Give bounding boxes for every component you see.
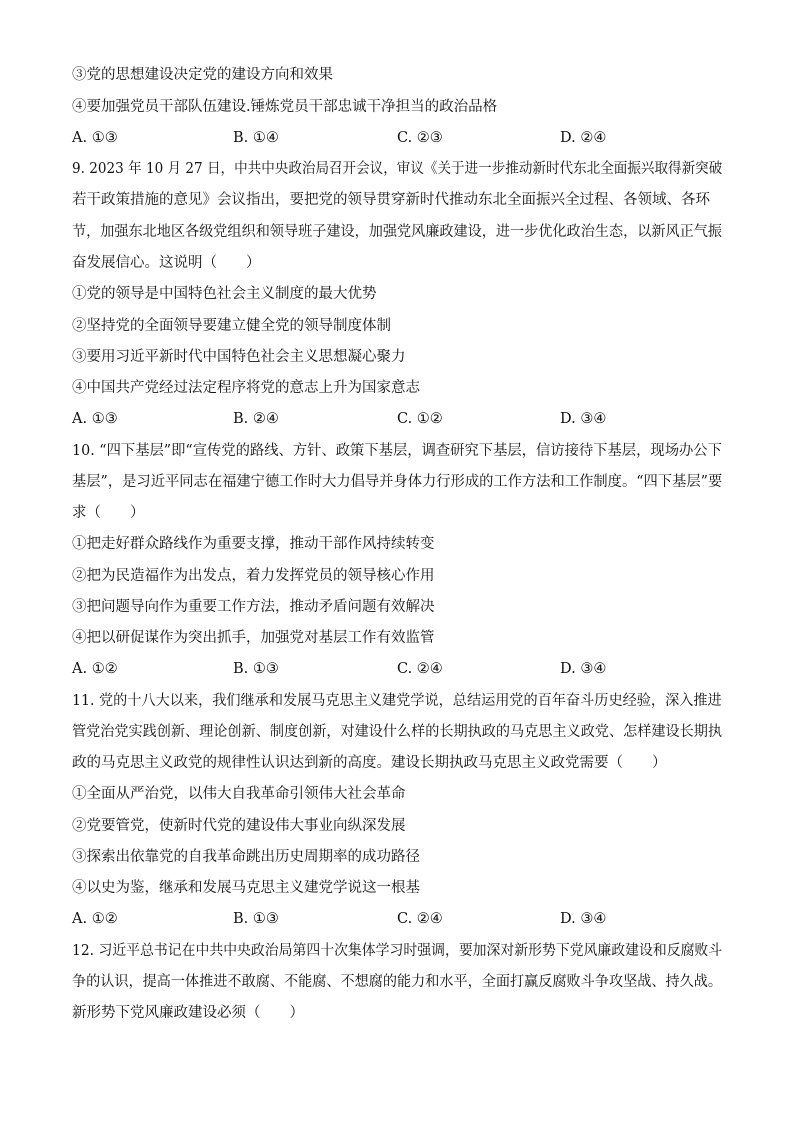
q11-option-4: ④以史为鉴，继承和发展马克思主义建党学说这一根基 [72,880,420,896]
choice-a[interactable]: A. ①③ [72,130,118,146]
q10-stem-line: 求（ ） [72,505,145,521]
q10-stem-line: 基层”，是习近平同志在福建宁德工作时大力倡导并身体力行形成的工作方法和工作制度。“四下基层”要 [72,474,723,490]
choice-d[interactable]: D. ②④ [560,130,607,146]
q10-stem-line: 10. “四下基层”即“宣传党的路线、方针、政策下基层，调查研究下基层，信访接待下基层，现场办公下 [72,443,722,459]
choice-b[interactable]: B. ②④ [233,411,279,427]
q9-answer-choices [72,409,722,429]
choice-c[interactable]: C. ②③ [397,130,443,146]
prev-option-4: ④要加强党员干部队伍建设.锤炼党员干部忠诚干净担当的政治品格 [72,99,498,115]
q11-option-3: ③探索出依靠党的自我革命跳出历史周期率的成功路径 [72,849,420,865]
choice-a[interactable]: A. ①③ [72,411,118,427]
q9-option-1: ①党的领导是中国特色社会主义制度的最大优势 [72,286,377,302]
q11-stem-line: 11. 党的十八大以来，我们继承和发展马克思主义建党学说，总结运用党的百年奋斗历史经验，深入推进 [72,693,722,709]
q11-answer-choices [72,909,722,929]
q9-stem-line: 奋发展信心。这说明（ ） [72,255,261,271]
q12-stem-line: 争的认识，提高一体推进不敢腐、不能腐、不想腐的能力和水平，全面打赢反腐败斗争攻坚战、持久战。 [72,974,722,990]
q10-answer-choices [72,659,722,679]
q9-stem-line: 9. 2023 年 10 月 27 日，中共中央政治局召开会议，审议《关于进一步推动新时代东北全面振兴取得新突破 [72,161,723,177]
q10-option-3: ③把问题导向作为重要工作方法，推动矛盾问题有效解决 [72,599,435,615]
q9-stem-line: 节，加强东北地区各级党组织和领导班子建设，加强党风廉政建设，进一步优化政治生态，以新风正气振 [72,224,722,240]
choice-d[interactable]: D. ③④ [560,911,607,927]
q10-option-4: ④把以研促谋作为突出抓手，加强党对基层工作有效监管 [72,630,435,646]
q11-option-2: ②党要管党，使新时代党的建设伟大事业向纵深发展 [72,818,406,834]
q9-option-2: ②坚持党的全面领导要建立健全党的领导制度体制 [72,318,391,334]
q12-stem-line: 新形势下党风廉政建设必须（ ） [72,1005,304,1021]
q10-option-2: ②把为民造福作为出发点，着力发挥党员的领导核心作用 [72,568,435,584]
choice-b[interactable]: B. ①③ [233,911,279,927]
q12-stem-line: 12. 习近平总书记在中共中央政治局第四十次集体学习时强调，要加深对新形势下党风廉政建设和反腐败斗 [72,943,723,959]
choice-c[interactable]: C. ②④ [397,661,443,677]
q9-option-3: ③要用习近平新时代中国特色社会主义思想凝心聚力 [72,349,406,365]
q11-stem-line: 管党治党实践创新、理论创新、制度创新，对建设什么样的长期执政的马克思主义政党、怎样建设长期执 [72,724,722,740]
q11-option-1: ①全面从严治党，以伟大自我革命引领伟大社会革命 [72,786,406,802]
choice-d[interactable]: D. ③④ [560,661,607,677]
choice-c[interactable]: C. ②④ [397,911,443,927]
q9-option-4: ④中国共产党经过法定程序将党的意志上升为国家意志 [72,380,420,396]
q11-stem-line: 政的马克思主义政党的规律性认识达到新的高度。建设长期执政马克思主义政党需要（ ） [72,755,667,771]
choice-d[interactable]: D. ③④ [560,411,607,427]
choice-a[interactable]: A. ①② [72,911,118,927]
choice-b[interactable]: B. ①③ [233,661,279,677]
q10-option-1: ①把走好群众路线作为重要支撑，推动干部作风持续转变 [72,536,435,552]
choice-c[interactable]: C. ①② [397,411,443,427]
choice-b[interactable]: B. ①④ [233,130,279,146]
prev-option-3: ③党的思想建设决定党的建设方向和效果 [72,67,333,83]
q9-stem-line: 若干政策措施的意见》会议指出，要把党的领导贯穿新时代推动东北全面振兴全过程、各领域、各环 [72,192,710,208]
choice-a[interactable]: A. ①② [72,661,118,677]
prev-answer-choices [72,128,722,148]
